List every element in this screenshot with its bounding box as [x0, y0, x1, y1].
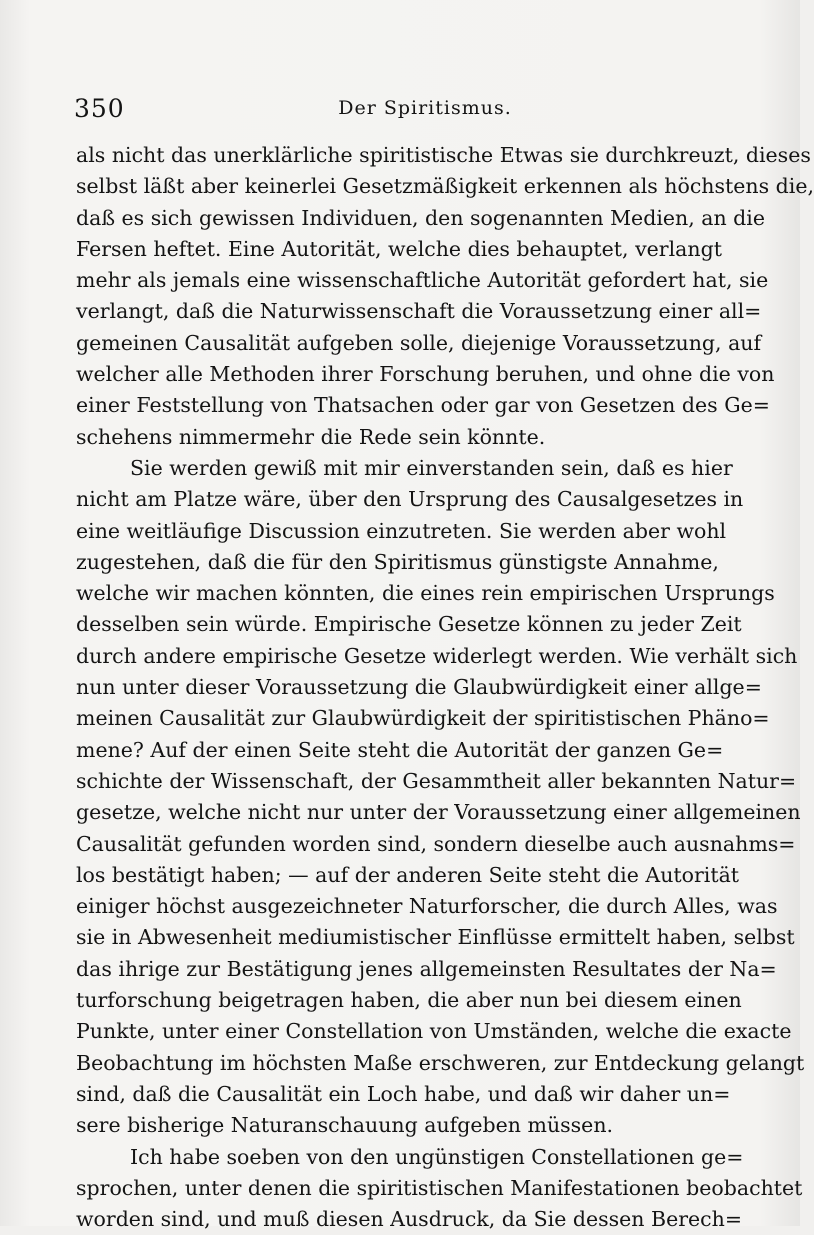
paragraph: [76, 140, 702, 453]
text-line: das ihrige zur Bestätigung jenes allgemeinsten Resultates der Na=: [76, 954, 702, 985]
text-line: sere bisherige Naturanschauung aufgeben müssen.: [76, 1110, 702, 1141]
body-text: [76, 140, 702, 1235]
text-line: einiger höchst ausgezeichneter Naturforscher, die durch Alles, was: [76, 891, 702, 922]
text-line: sind, daß die Causalität ein Loch habe, und daß wir daher un=: [76, 1079, 702, 1110]
text-line: verlangt, daß die Naturwissenschaft die Voraussetzung einer all=: [76, 296, 702, 327]
text-line: Causalität gefunden worden sind, sondern dieselbe auch ausnahms=: [76, 829, 702, 860]
text-line: nun unter dieser Voraussetzung die Glaubwürdigkeit einer allge=: [76, 672, 702, 703]
text-line: schehens nimmermehr die Rede sein könnte.: [76, 422, 702, 453]
text-line: zugestehen, daß die für den Spiritismus günstigste Annahme,: [76, 547, 702, 578]
paragraph: [76, 1142, 702, 1235]
text-line: sie in Abwesenheit mediumistischer Einflüsse ermittelt haben, selbst: [76, 922, 702, 953]
text-line: einer Feststellung von Thatsachen oder gar von Gesetzen des Ge=: [76, 390, 702, 421]
running-title: Der Spiritismus.: [74, 97, 716, 119]
text-line: schichte der Wissenschaft, der Gesammtheit aller bekannten Natur=: [76, 766, 702, 797]
text-line: Sie werden gewiß mit mir einverstanden sein, daß es hier: [76, 453, 702, 484]
text-line: desselben sein würde. Empirische Gesetze können zu jeder Zeit: [76, 609, 702, 640]
text-line: eine weitläufige Discussion einzutreten. Sie werden aber wohl: [76, 516, 702, 547]
text-line: gesetze, welche nicht nur unter der Voraussetzung einer allgemeinen: [76, 797, 702, 828]
text-line: selbst läßt aber keinerlei Gesetzmäßigkeit erkennen als höchstens die,: [76, 171, 702, 202]
text-line: als nicht das unerklärliche spiritistische Etwas sie durchkreuzt, dieses: [76, 140, 702, 171]
text-line: Beobachtung im höchsten Maße erschweren, zur Entdeckung gelangt: [76, 1048, 702, 1079]
text-line: nicht am Platze wäre, über den Ursprung des Causalgesetzes in: [76, 484, 702, 515]
text-line: los bestätigt haben; — auf der anderen Seite steht die Autorität: [76, 860, 702, 891]
text-line: Fersen heftet. Eine Autorität, welche dies behauptet, verlangt: [76, 234, 702, 265]
text-line: welche wir machen könnten, die eines rein empirischen Ursprungs: [76, 578, 702, 609]
text-line: durch andere empirische Gesetze widerlegt werden. Wie verhält sich: [76, 641, 702, 672]
text-line: welcher alle Methoden ihrer Forschung beruhen, und ohne die von: [76, 359, 702, 390]
text-line: gemeinen Causalität aufgeben solle, diejenige Voraussetzung, auf: [76, 328, 702, 359]
paragraph: [76, 453, 702, 1142]
text-line: turforschung beigetragen haben, die aber nun bei diesem einen: [76, 985, 702, 1016]
text-line: sprochen, unter denen die spiritistischen Manifestationen beobachtet: [76, 1173, 702, 1204]
text-line: mene? Auf der einen Seite steht die Autorität der ganzen Ge=: [76, 735, 702, 766]
page-number: 350: [74, 94, 125, 123]
text-line: daß es sich gewissen Individuen, den sogenannten Medien, an die: [76, 203, 702, 234]
text-line: worden sind, und muß diesen Ausdruck, da Sie dessen Berech=: [76, 1204, 702, 1235]
page-header: [74, 94, 716, 124]
text-line: mehr als jemals eine wissenschaftliche Autorität gefordert hat, sie: [76, 265, 702, 296]
text-line: Ich habe soeben von den ungünstigen Constellationen ge=: [76, 1142, 702, 1173]
text-line: meinen Causalität zur Glaubwürdigkeit der spiritistischen Phäno=: [76, 703, 702, 734]
text-line: Punkte, unter einer Constellation von Umständen, welche die exacte: [76, 1016, 702, 1047]
